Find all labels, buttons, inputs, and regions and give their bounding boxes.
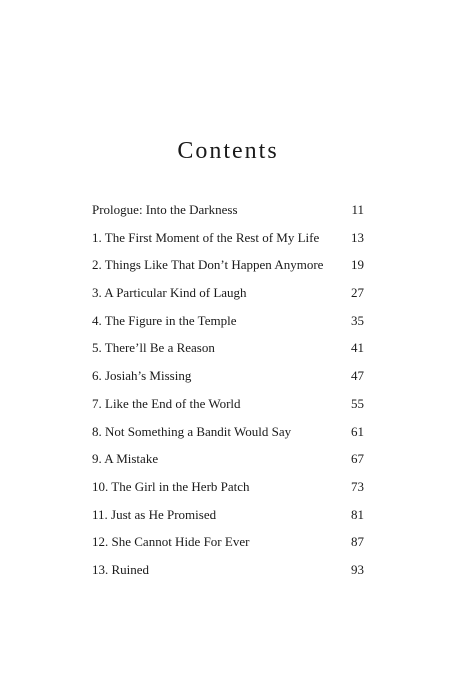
toc-entry-page: 61 [351,423,364,439]
toc-entry-title: 4. The Figure in the Temple [92,312,237,328]
toc-entry-title: 10. The Girl in the Herb Patch [92,478,250,494]
table-of-contents [92,200,364,588]
toc-entry-page: 67 [351,451,364,467]
toc-entry-title: 5. There’ll Be a Reason [92,340,215,356]
toc-entry-title: 13. Ruined [92,561,150,577]
toc-entry [92,366,364,394]
toc-entry [92,311,364,339]
toc-entry-title: 8. Not Something a Bandit Would Say [92,423,292,439]
toc-entry-page: 73 [351,478,364,494]
toc-entry-page: 81 [351,506,364,522]
toc-entry-page: 47 [351,368,364,384]
toc-entry [92,422,364,450]
toc-entry-page: 87 [351,534,364,550]
toc-entry-title: Prologue: Into the Darkness [92,202,238,217]
page-title: Contents [177,138,279,164]
toc-entry-page: 41 [351,340,364,356]
toc-entry [92,200,364,228]
toc-entry-page: 55 [351,395,364,411]
toc-entry [92,477,364,505]
toc-entry [92,283,364,311]
toc-entry [92,394,364,422]
toc-entry-title: 12. She Cannot Hide For Ever [92,534,250,550]
toc-entry [92,449,364,477]
toc-entry [92,228,364,256]
toc-entry-title: 1. The First Moment of the Rest of My Life [92,229,320,245]
toc-entry-page: 19 [351,257,364,273]
toc-entry [92,560,364,588]
toc-entry-title: 7. Like the End of the World [92,395,241,411]
toc-entry-title: 11. Just as He Promised [92,506,217,522]
toc-entry-title: 9. A Mistake [92,451,159,467]
toc-entry-title: 6. Josiah’s Missing [92,368,192,384]
toc-entry-page: 35 [351,312,364,328]
toc-entry [92,255,364,283]
toc-entry-page: 27 [351,285,364,301]
toc-entry [92,532,364,560]
toc-entry-title: 3. A Particular Kind of Laugh [92,285,247,301]
toc-entry [92,338,364,366]
toc-entry-title: 2. Things Like That Don’t Happen Anymore [92,257,324,273]
toc-entry [92,505,364,533]
toc-entry-page: 11 [351,202,364,217]
toc-entry-page: 13 [351,229,364,245]
toc-entry-page: 93 [351,561,364,577]
